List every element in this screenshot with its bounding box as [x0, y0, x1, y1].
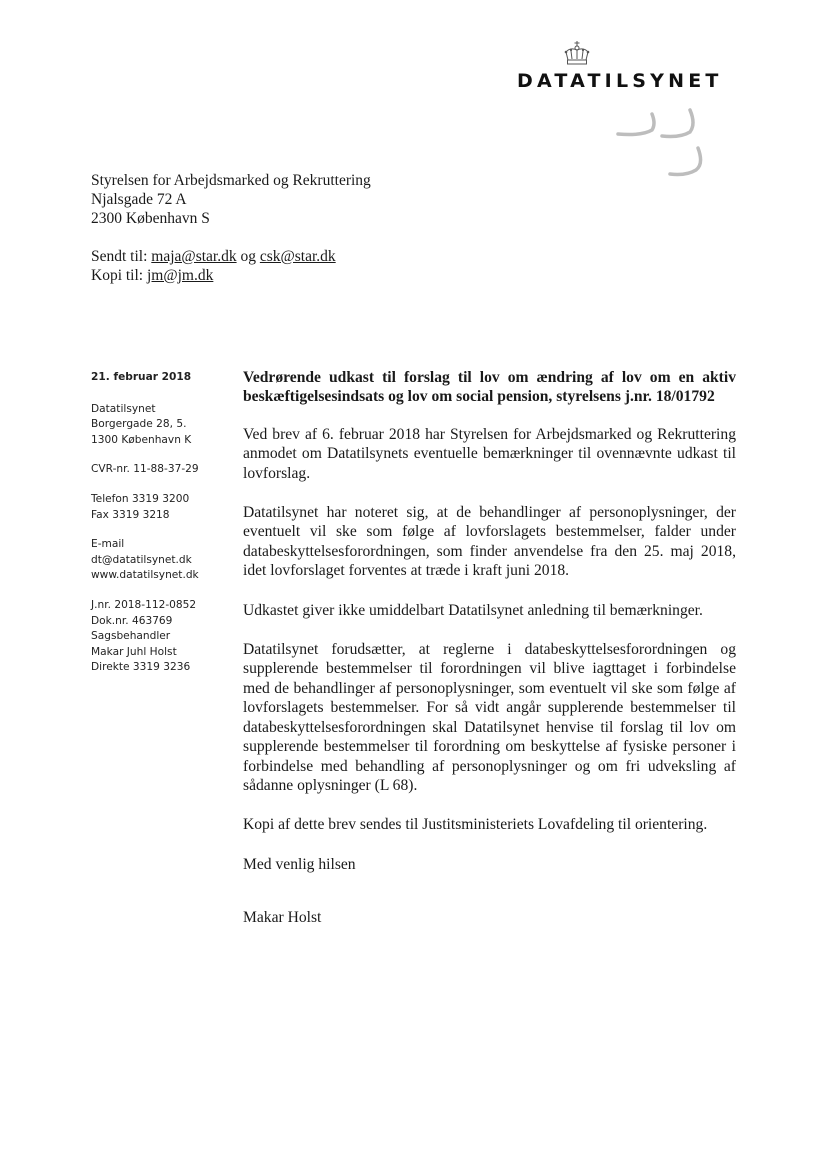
copy-to-label: Kopi til:	[91, 267, 144, 284]
letter-date: 21. februar 2018	[91, 371, 192, 383]
case-line: Sagsbehandler	[91, 630, 171, 643]
case-line: Direkte 3319 3236	[91, 661, 191, 674]
cvr-line: CVR-nr. 11-88-37-29	[91, 463, 199, 476]
letter-signer: Makar Holst	[243, 909, 322, 927]
phone-info	[91, 492, 231, 523]
case-line: J.nr. 2018-112-0852	[91, 598, 197, 611]
sender-address-line: 1300 København K	[91, 433, 192, 446]
copy-email-link[interactable]: jm@jm.dk	[146, 267, 214, 284]
case-line: Dok.nr. 463769	[91, 614, 173, 627]
letter-paragraph: Datatilsynet har noteret sig, at de behandlinger af personoplysninger, der eventuelt vil ske som følge af lovforslagets bestemmelser, falder under databeskyttelsesforordningen, som finder anvendelse fra den 25. maj 2018, idet lovforslaget forventes at træde i kraft juni 2018.	[243, 504, 736, 580]
recipient-line: Njalsgade 72 A	[91, 191, 187, 208]
crown-logo-icon	[562, 40, 592, 66]
sent-email-link-2[interactable]: csk@star.dk	[259, 248, 336, 265]
fax-line: Fax 3319 3218	[91, 508, 170, 521]
letter-paragraph: Kopi af dette brev sendes til Justitsministeriets Lovafdeling til orientering.	[243, 816, 708, 834]
contact-info	[91, 537, 231, 584]
recipient-line: 2300 København S	[91, 210, 210, 227]
recipient-address	[91, 171, 371, 228]
sent-joiner: og	[240, 248, 256, 265]
letter-paragraph: Ved brev af 6. februar 2018 har Styrelsen for Arbejdsmarked og Rekruttering anmodet om Datatilsynets eventuelle bemærkninger til ovennævnte udkast til lovforslag.	[243, 425, 736, 482]
letter-paragraph: Udkastet giver ikke umiddelbart Datatilsynet anledning til bemærkninger.	[243, 601, 703, 619]
received-stamp-mark-icon	[612, 108, 704, 180]
sent-to-line	[91, 247, 336, 266]
website-address: www.datatilsynet.dk	[91, 569, 199, 582]
case-info	[91, 598, 231, 676]
copy-to-line	[91, 266, 336, 285]
sender-address-line: Borgergade 28, 5.	[91, 418, 187, 431]
recipient-line: Styrelsen for Arbejdsmarked og Rekruttering	[91, 172, 371, 189]
letter-body	[243, 368, 736, 928]
sender-address	[91, 402, 231, 449]
letter-subject: Vedrørende udkast til forslag til lov om ændring af lov om en aktiv beskæftigelsesindsats og lov om social pension, styrelsens j.nr. 18/01792	[243, 369, 736, 406]
email-label: E-mail	[91, 538, 125, 551]
letter-closing: Med venlig hilsen	[243, 855, 356, 873]
email-address: dt@datatilsynet.dk	[91, 553, 192, 566]
phone-line: Telefon 3319 3200	[91, 492, 190, 505]
distribution-block	[91, 247, 336, 285]
sender-address-line: Datatilsynet	[91, 402, 156, 415]
letter-paragraph: Datatilsynet forudsætter, at reglerne i databeskyttelsesforordningen og supplerende bestemmelser til forordningen vil blive iagttaget i forbindelse med de behandlinger af personoplysninger, som eventuelt vil ske som følge af lovforslagets bestemmelser. For så vidt angår supplerende bestemmelser til databeskyttelsesforordningen skal Datatilsynet henvise til forslag til lov om supplerende bestemmelser til forordning om beskyttelse af fysiske personer i forbindelse med behandling af personoplysninger og om fri udveksling af sådanne oplysninger (L 68).	[243, 641, 736, 794]
sender-info-sidebar	[91, 370, 231, 690]
case-line: Makar Juhl Holst	[91, 645, 177, 658]
sent-to-label: Sendt til:	[91, 248, 148, 265]
organization-logo-text: DATATILSYNET	[517, 70, 723, 92]
sent-email-link-1[interactable]: maja@star.dk	[151, 248, 237, 265]
cvr-number	[91, 462, 231, 478]
